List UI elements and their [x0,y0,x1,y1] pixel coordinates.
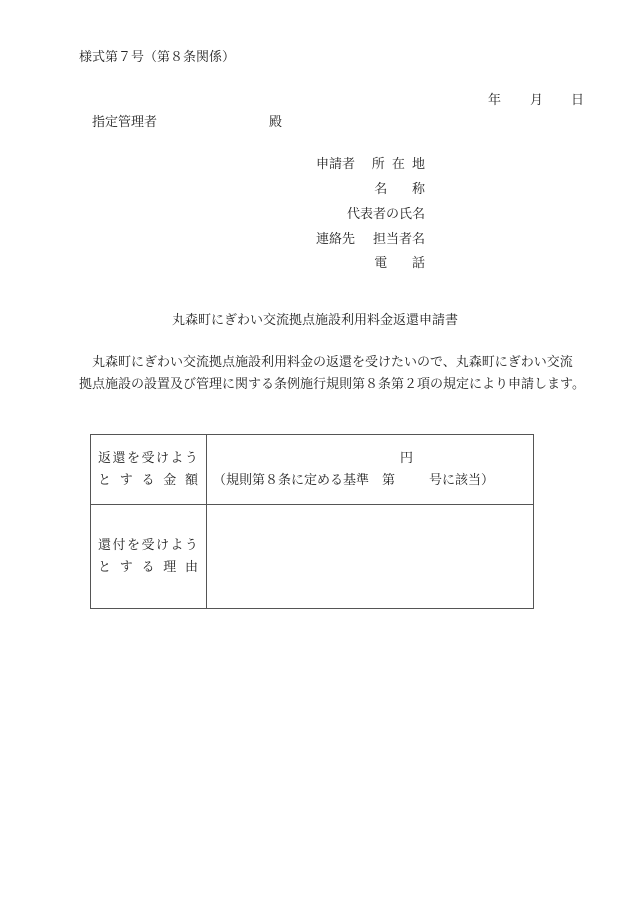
applicant-name-label: 名称 [374,182,450,197]
applicant-representative-row [300,208,425,221]
contact-phone-label: 電話 [374,256,450,271]
applicant-name-row [300,182,450,197]
amount-label-cell [91,435,207,505]
contact-person-row [300,233,425,246]
addressee-honorific: 殿 [269,115,283,130]
refund-table [90,434,534,609]
applicant-address-row [300,157,433,172]
document-title: 丸森町にぎわい交流拠点施設利用料金返還申請書 [171,313,458,328]
reason-label-line1: 還 付 を 受 け よ う [98,537,198,553]
date-year-label: 年 [488,93,502,108]
reason-label-cell [91,505,207,609]
contact-group-label: 連絡先 [316,232,356,247]
date-month-label: 月 [530,93,544,108]
amount-label [98,448,198,492]
table-row-amount [91,435,534,505]
reason-value-cell[interactable] [207,505,534,609]
applicant-group-label: 申請者 [316,157,356,172]
amount-value-cell[interactable] [207,435,534,505]
addressee-label: 指定管理者 [92,115,158,130]
body-paragraph: 丸森町にぎわい交流拠点施設利用料金の返還を受けたいので、丸森町にぎわい交流拠点施設の設置及び管理に関する条例施行規則第８条第２項の規定により申請します。 [79,355,585,392]
reason-label-line2: と す る 理 由 [98,559,198,575]
criteria-prefix: （規則第８条に定める基準 第 [213,473,396,488]
amount-label-line2: と す る 金 額 [98,472,198,488]
reason-label [98,535,198,579]
criteria-suffix: 号に該当） [429,473,495,488]
amount-criteria [213,474,494,487]
applicant-address-label: 所在地 [371,157,433,172]
table-row-reason [91,505,534,609]
date-day-label: 日 [571,93,585,108]
form-number: 様式第７号（第８条関係） [79,50,236,65]
contact-person-label: 担当者名 [372,232,425,247]
amount-label-line1: 返 還 を 受 け よ う [98,450,198,466]
contact-phone-row [300,256,450,271]
amount-unit: 円 [400,451,414,466]
applicant-representative-label: 代表者の氏名 [346,207,425,222]
